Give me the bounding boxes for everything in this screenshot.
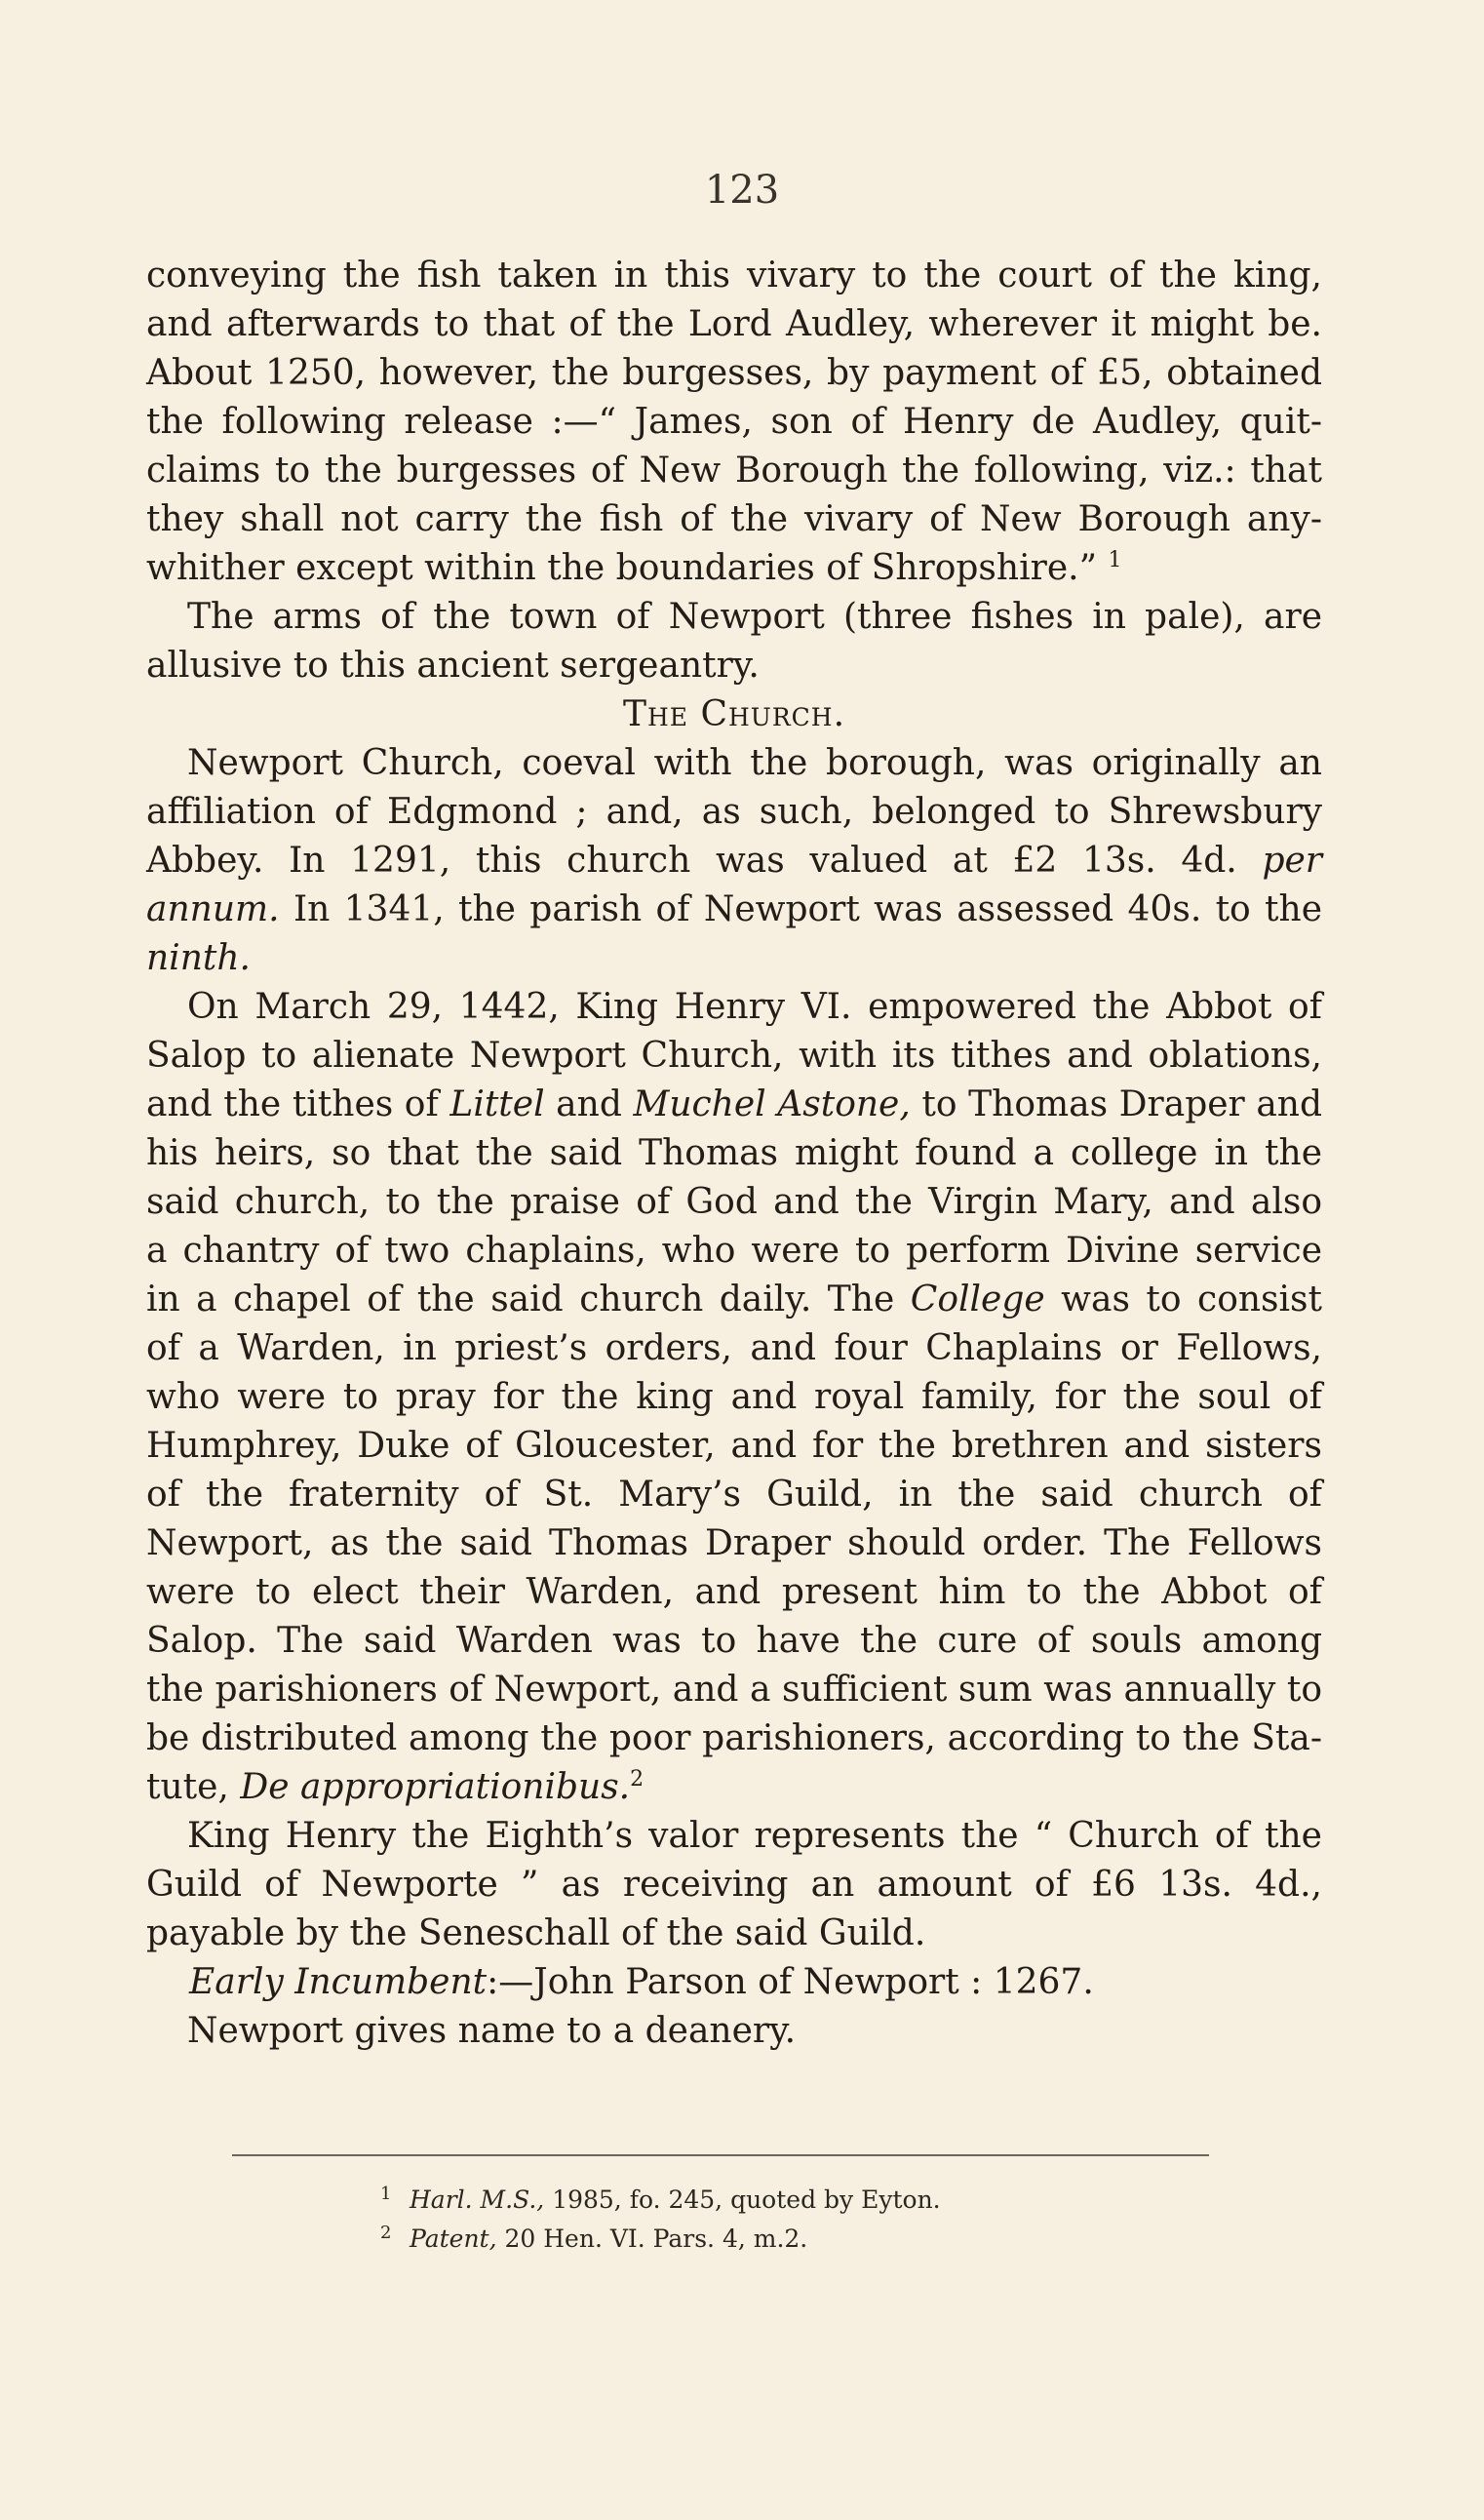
text-line: they shall not carry the fish of the vivary of New Borough any- (146, 499, 1322, 539)
text-line: and afterwards to that of the Lord Audley, wherever it might be. (146, 304, 1322, 344)
text-line: claims to the burgesses of New Borough the following, viz.: that (146, 451, 1322, 491)
text-line: Guild of Newporte ” as receiving an amount of £6 13s. 4d., (146, 1865, 1322, 1905)
text-line: On March 29, 1442, King Henry VI. empowered the Abbot of (187, 987, 1322, 1027)
section-heading: The Church. (622, 694, 846, 734)
text-line: Salop. The said Warden was to have the cure of souls among (146, 1621, 1322, 1661)
text-line: Newport gives name to a deanery. (187, 2011, 797, 2051)
text-line: tute, De appropriationibus.$^2$ (146, 1767, 644, 1807)
text-line: Newport Church, coeval with the borough, was originally an (187, 743, 1322, 783)
text-line: and the tithes of Littel and Muchel Astone, to Thomas Draper and (146, 1084, 1323, 1124)
text-line: The arms of the town of Newport (three fishes in pale), are (187, 597, 1322, 637)
text-line: were to elect their Warden, and present him to the Abbot of (146, 1572, 1322, 1612)
footnote-ref: 1 (1108, 548, 1122, 572)
text-line: of the fraternity of St. Mary’s Guild, in the said church of (146, 1475, 1322, 1515)
text-line: King Henry the Eighth’s valor represents the “ Church of the (187, 1816, 1322, 1856)
body-text (146, 252, 1322, 2056)
text-line: Newport, as the said Thomas Draper should order. The Fellows (146, 1523, 1322, 1563)
text-line: of a Warden, in priest’s orders, and four Chaplains or Fellows, (146, 1328, 1322, 1368)
text-line: whither except within the boundaries of Shropshire.” $^1$ (146, 548, 1122, 588)
text-line: About 1250, however, the burgesses, by payment of £5, obtained (146, 353, 1322, 393)
footnotes (380, 2181, 1160, 2259)
text-line: affiliation of Edgmond ; and, as such, belonged to Shrewsbury (146, 792, 1322, 832)
footnote: 2 Patent, 20 Hen. VI. Pars. 4, m.2. (380, 2222, 808, 2253)
text-line: the parishioners of Newport, and a sufficient sum was annually to (146, 1670, 1322, 1710)
text-line: said church, to the praise of God and the Virgin Mary, and also (146, 1182, 1322, 1222)
text-line: his heirs, so that the said Thomas might found a college in the (146, 1133, 1322, 1173)
text-line: annum. In 1341, the parish of Newport was assessed 40s. to the (146, 889, 1322, 929)
text-line: payable by the Seneschall of the said Guild. (146, 1913, 926, 1953)
text-line: Humphrey, Duke of Gloucester, and for the brethren and sisters (146, 1426, 1322, 1466)
footnote-ref: 2 (630, 1767, 644, 1792)
text-line: the following release :—“ James, son of Henry de Audley, quit- (146, 402, 1322, 442)
footnote-divider (232, 2154, 1209, 2156)
page-number: 123 (704, 168, 780, 213)
text-line: Abbey. In 1291, this church was valued at £2 13s. 4d. per (146, 841, 1322, 881)
text-line: in a chapel of the said church daily. The College was to consist (146, 1280, 1322, 1319)
text-line: ninth. (146, 938, 251, 978)
text-line: Salop to alienate Newport Church, with its tithes and oblations, (146, 1036, 1322, 1076)
text-line: Early Incumbent:—John Parson of Newport : 1267. (189, 1962, 1094, 2002)
text-line: conveying the fish taken in this vivary to the court of the king, (146, 256, 1322, 295)
footnote: 1 Harl. M.S., 1985, fo. 245, quoted by Eyton. (380, 2183, 941, 2214)
text-line: allusive to this ancient sergeantry. (146, 646, 760, 686)
text-line: who were to pray for the king and royal family, for the soul of (146, 1377, 1322, 1417)
text-line: be distributed among the poor parishioners, according to the Sta- (146, 1718, 1322, 1758)
text-line: a chantry of two chaplains, who were to perform Divine service (146, 1231, 1322, 1271)
